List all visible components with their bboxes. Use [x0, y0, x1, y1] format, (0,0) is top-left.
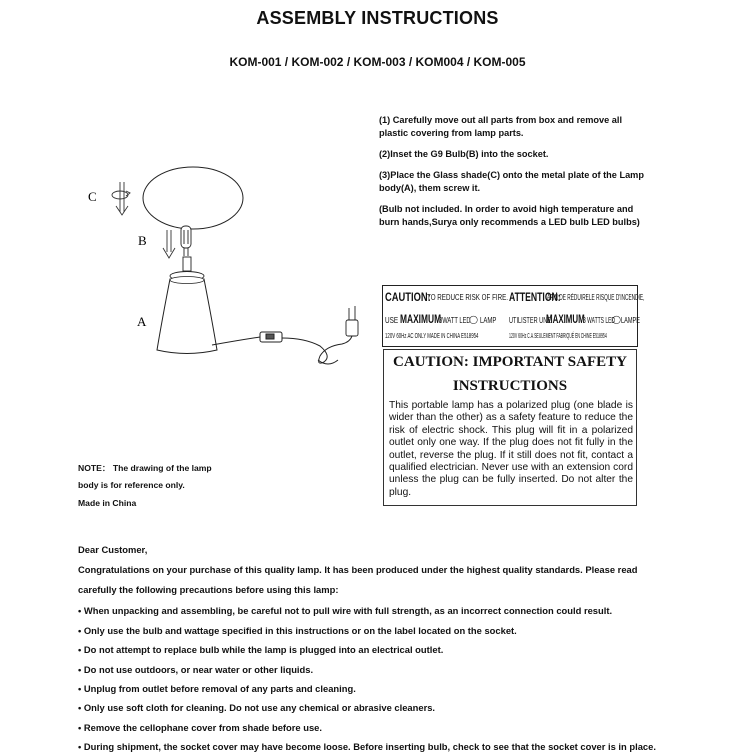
lampe-text: LAMPE [621, 316, 640, 325]
lamp-bulb-icon: ◯ [469, 315, 478, 324]
lamp-body-a [157, 279, 217, 354]
glass-shade-c [143, 167, 243, 229]
rotate-arrow-icon [112, 182, 130, 215]
step-2: (2)Inset the G9 Bulb(B) into the socket. [379, 149, 549, 159]
maximum-word: MAXIMUM [400, 312, 442, 326]
note-line-2: body is for reference only. [78, 480, 185, 490]
precaution-item: • Only use the bulb and wattage specified in this instructions or on the label located on the socket. [78, 625, 517, 636]
label-c: C [88, 189, 97, 204]
watt-text: 3WATT LED [439, 316, 471, 325]
lamp-assembly-diagram [80, 160, 380, 380]
g9-bulb-b [181, 226, 191, 256]
plug-icon [346, 306, 358, 336]
power-cord [212, 332, 352, 364]
use-text: USE [385, 316, 399, 325]
attention-risk-text: AFIN DE RÉDUIRELE RISQUE D'INCENDIE, [547, 293, 645, 302]
lamp-text: LAMP [480, 316, 497, 325]
precaution-item: • When unpacking and assembling, be careful not to pull wire with full strength, as an incorrect connection could result. [78, 605, 613, 616]
assembly-steps [379, 114, 649, 237]
safety-title-line2: INSTRUCTIONS [452, 378, 568, 394]
watt-fr-text: 3 WATTS LED [583, 316, 615, 325]
maximum-fr-word: MAXIMUM [546, 312, 585, 326]
precaution-item: • During shipment, the socket cover may have become loose. Before inserting bulb, check to see that the socket cover is in place. [78, 741, 656, 752]
precaution-item: • Only use soft cloth for cleaning. Do not use any chemical or abrasive cleaners. [78, 702, 436, 713]
label-a: A [137, 314, 147, 329]
step-1: (1) Carefully move out all parts from box and remove all plastic covering from lamp parts. [379, 115, 623, 138]
fr-rating-text: 120V 60Hz C.A.SEULEMENT FABRIQUÉ EN CHINE E518954 [509, 333, 607, 340]
en-rating-text: 120V 60Hz AC ONLY MADE IN CHINA E518954 [385, 333, 479, 340]
down-arrow-icon [163, 230, 175, 258]
caution-word: CAUTION: [385, 290, 431, 304]
step-3: (3)Place the Glass shade(C) onto the metal plate of the Lamp body(A), them screw it. [379, 170, 644, 193]
greeting: Dear Customer, [78, 544, 148, 555]
caution-risk-text: TO REDUCE RISK OF FIRE. [427, 293, 509, 302]
precaution-item: • Unplug from outlet before removal of any parts and cleaning. [78, 683, 356, 694]
precaution-item: • Do not attempt to replace bulb while the lamp is plugged into an electrical outlet. [78, 644, 444, 655]
model-numbers: KOM-001 / KOM-002 / KOM-003 / KOM004 / KOM-005 [229, 55, 526, 69]
label-b: B [138, 233, 147, 248]
caution-rating-label [382, 285, 645, 347]
made-in-china: Made in China [78, 498, 137, 508]
safety-instructions-box [383, 349, 637, 506]
precaution-item: • Do not use outdoors, or near water or other liquids. [78, 664, 314, 675]
note-line-1: NOTE： The drawing of the lamp [78, 463, 212, 473]
intro-line-1: Congratulations on your purchase of this quality lamp. It has been produced under the highest quality standards. Please read [78, 564, 638, 575]
bulb-note: (Bulb not included. In order to avoid high temperature and burn hands,Surya only recommends a LED bulb LED bulbs) [379, 204, 640, 227]
lampe-bulb-icon: ◯ [612, 315, 621, 324]
safety-title-line1: CAUTION: IMPORTANT SAFETY [393, 354, 627, 370]
intro-line-2: carefully the following precautions before using this lamp: [78, 584, 339, 595]
utiliser-text: UTILISTER UNE [509, 316, 552, 325]
attention-word: ATTENTION: [509, 290, 561, 304]
safety-body-text: This portable lamp has a polarized plug (one blade is wider than the other) as a safety feature to reduce the risk of electric shock. This plug will fit in a polarized outlet only one way. If the plug does not fit fully in the outlet, reverse the plug. If it still does not fit, contact a qualified electrician. Never use with an extension cord unless the plug can be fully inserted. Do not alter the plug. [389, 400, 633, 498]
precaution-item: • Remove the cellophane cover from shade before use. [78, 722, 322, 733]
page-title: ASSEMBLY INSTRUCTIONS [256, 8, 499, 28]
